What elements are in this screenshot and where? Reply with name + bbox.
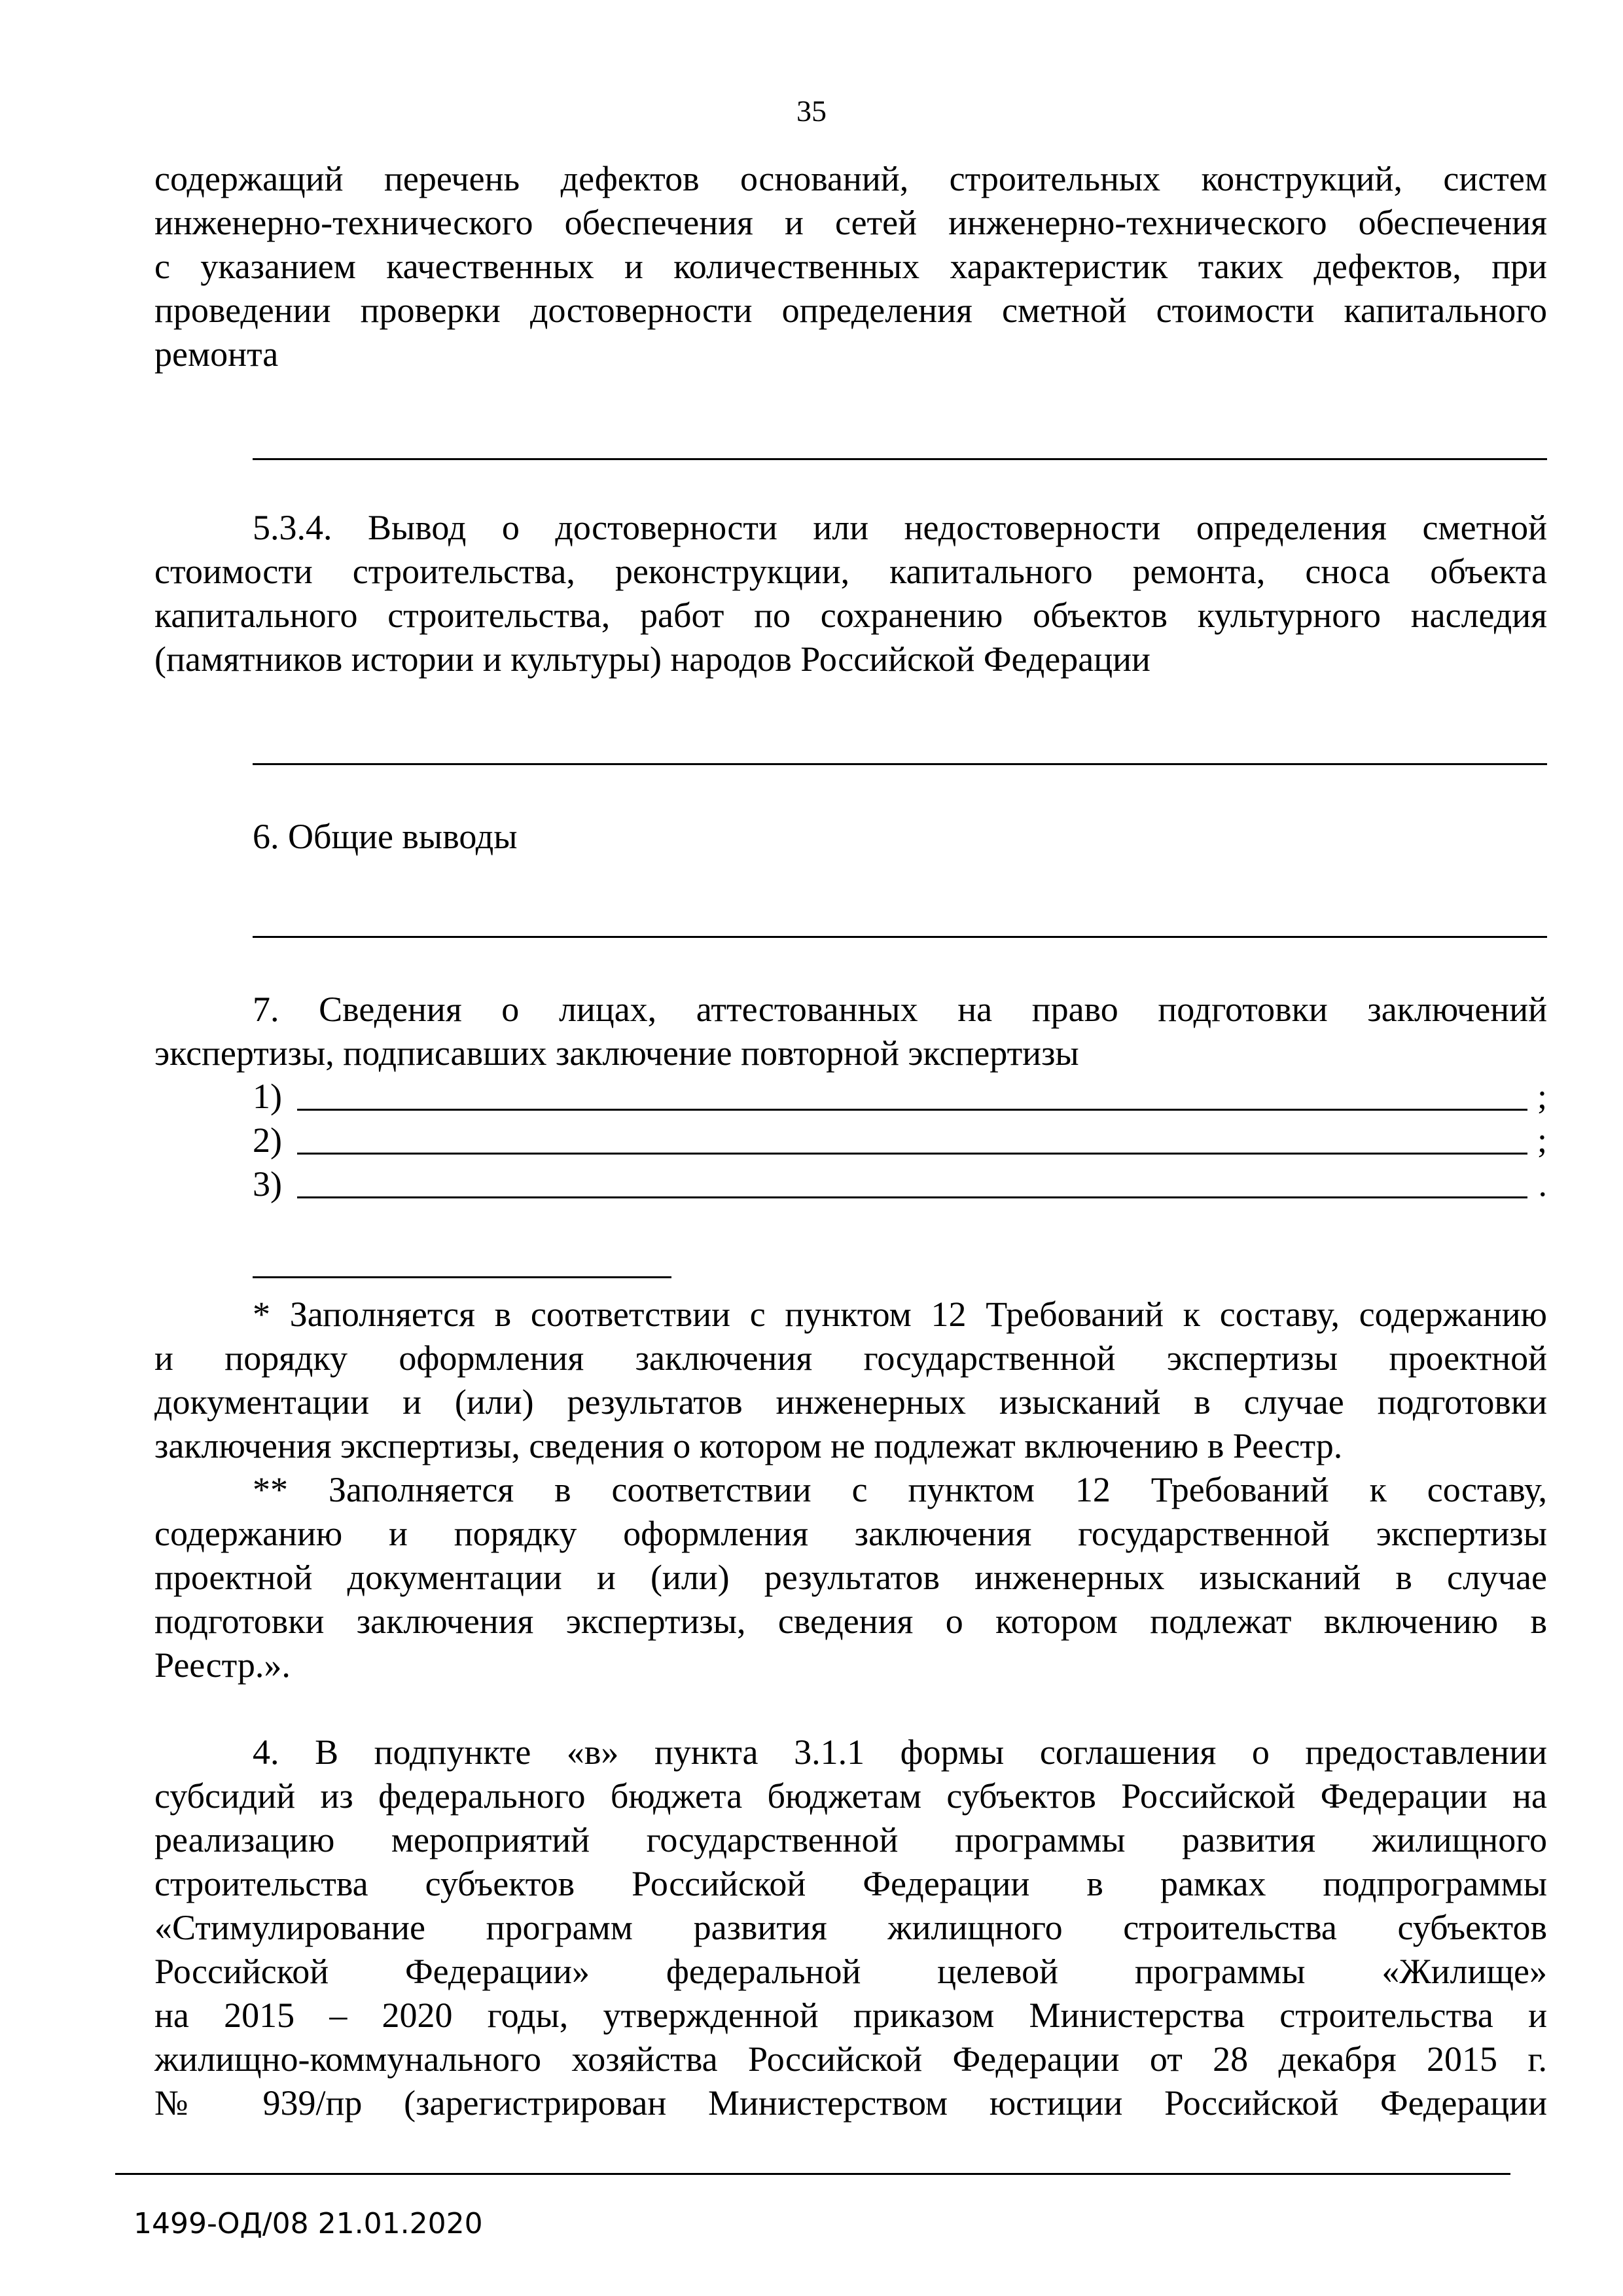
text-line: и порядку оформления заключения государственной экспертизы проектной	[154, 1338, 1547, 1378]
item-number: 2)	[253, 1121, 282, 1160]
text-line: Российской Федерации» федеральной целевой программы «Жилище»	[154, 1952, 1547, 1991]
text-line: 4. В подпункте «в» пункта 3.1.1 формы соглашения о предоставлении	[253, 1732, 1547, 1772]
footer-divider	[115, 2173, 1510, 2175]
text-line: «Стимулирование программ развития жилищного строительства субъектов	[154, 1908, 1547, 1947]
document-registration-id: 1499-ОД/08 21.01.2020	[134, 2207, 483, 2240]
section-heading: 6. Общие выводы	[253, 817, 518, 856]
item-punctuation: ;	[1537, 1077, 1547, 1116]
text-line: заключения экспертизы, сведения о котором не подлежат включению в Реестр.	[154, 1426, 1343, 1465]
text-line: проведении проверки достоверности определения сметной стоимости капитального	[154, 291, 1547, 330]
text-line: субсидий из федерального бюджета бюджетам субъектов Российской Федерации на	[154, 1776, 1547, 1816]
text-line: с указанием качественных и количественных характеристик таких дефектов, при	[154, 247, 1547, 286]
section-7	[154, 988, 1547, 1075]
text-line: содержанию и порядку оформления заключения государственной экспертизы	[154, 1514, 1547, 1553]
text-line: № 939/пр (зарегистрирован Министерством юстиции Российской Федерации	[154, 2083, 1547, 2123]
text-line: Реестр.».	[154, 1645, 291, 1685]
text-line: экспертизы, подписавших заключение повторной экспертизы	[154, 1033, 1079, 1073]
fill-in-line[interactable]	[253, 763, 1547, 765]
text-line: ** Заполняется в соответствии с пунктом 12 Требований к составу,	[253, 1470, 1547, 1509]
intro-paragraph	[154, 157, 1547, 376]
text-line: проектной документации и (или) результатов инженерных изысканий в случае	[154, 1558, 1547, 1597]
text-line: * Заполняется в соответствии с пунктом 12 Требований к составу, содержанию	[253, 1295, 1547, 1334]
item-punctuation: ;	[1537, 1121, 1547, 1160]
section-5-3-4	[154, 506, 1547, 681]
signatory-row-2	[253, 1119, 1547, 1162]
footnote-divider	[253, 1276, 671, 1278]
text-line: документации и (или) результатов инженерных изысканий в случае подготовки	[154, 1382, 1547, 1422]
text-line: реализацию мероприятий государственной программы развития жилищного	[154, 1820, 1547, 1859]
section-4	[154, 1731, 1547, 2125]
footnote-1	[154, 1293, 1547, 1468]
text-line: 5.3.4. Вывод о достоверности или недостоверности определения сметной	[253, 508, 1547, 547]
item-number: 3)	[253, 1164, 282, 1204]
text-line: (памятников истории и культуры) народов Российской Федерации	[154, 639, 1150, 679]
fill-in-line[interactable]	[253, 458, 1547, 460]
signatory-row-3	[253, 1162, 1547, 1206]
signatory-input[interactable]	[297, 1196, 1527, 1198]
text-line: на 2015 – 2020 годы, утвержденной приказом Министерства строительства и	[154, 1996, 1547, 2035]
text-line: стоимости строительства, реконструкции, капитального ремонта, сноса объекта	[154, 552, 1547, 591]
page-number: 35	[796, 94, 827, 128]
signatory-row-1	[253, 1075, 1547, 1119]
text-line: инженерно-технического обеспечения и сетей инженерно-технического обеспечения	[154, 203, 1547, 242]
item-number: 1)	[253, 1077, 282, 1116]
section-6	[253, 815, 1547, 859]
text-line: содержащий перечень дефектов оснований, строительных конструкций, систем	[154, 159, 1547, 198]
footnote-2	[154, 1468, 1547, 1687]
text-line: строительства субъектов Российской Федерации в рамках подпрограммы	[154, 1864, 1547, 1903]
text-line: подготовки заключения экспертизы, сведения о котором подлежат включению в	[154, 1602, 1547, 1641]
signatory-input[interactable]	[297, 1109, 1527, 1111]
text-line: ремонта	[154, 334, 279, 374]
text-line: жилищно-коммунального хозяйства Российской Федерации от 28 декабря 2015 г.	[154, 2039, 1547, 2079]
text-line: 7. Сведения о лицах, аттестованных на право подготовки заключений	[253, 990, 1547, 1029]
signatory-input[interactable]	[297, 1153, 1527, 1155]
fill-in-line[interactable]	[253, 936, 1547, 938]
item-punctuation: .	[1538, 1164, 1547, 1204]
text-line: капитального строительства, работ по сохранению объектов культурного наследия	[154, 596, 1547, 635]
